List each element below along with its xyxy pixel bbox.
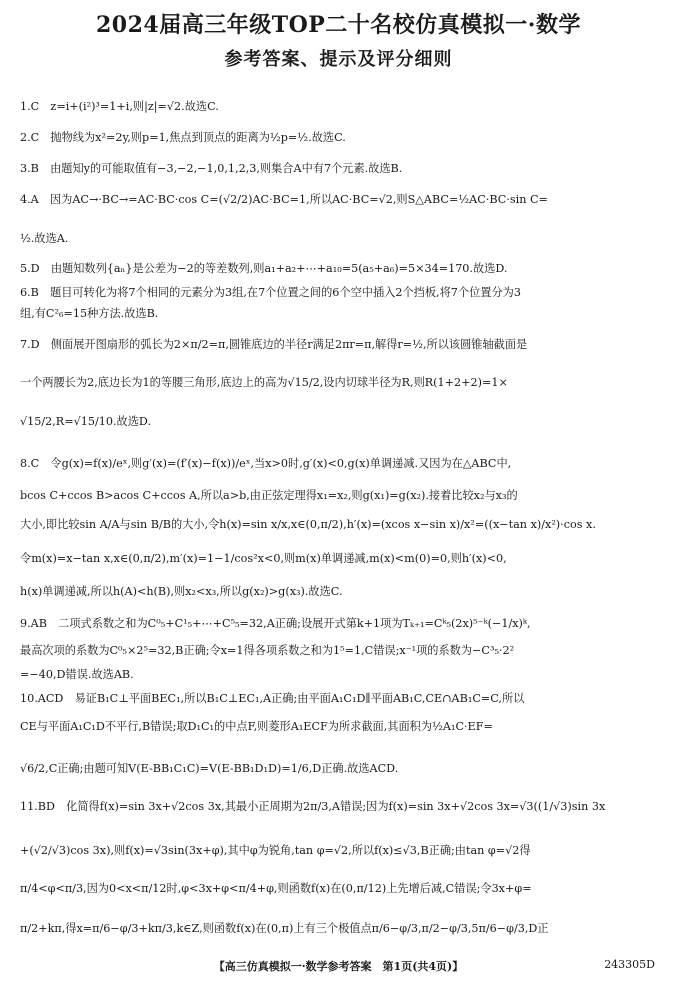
answer-line: =−40,D错误.故选AB. (20, 668, 134, 681)
answer-line: 3.B 由题知y的可能取值有−3,−2,−1,0,1,2,3,则集合A中有7个元素.故选B. (20, 162, 403, 175)
answer-line: +(√2/√3)cos 3x),则f(x)=√3sin(3x+φ),其中φ为锐角,tan φ=√2,所以f(x)≤√3,B正确;由tan φ=√2得 (20, 844, 531, 857)
answer-line: 5.D 由题知数列{aₙ}是公差为−2的等差数列,则a₁+a₂+⋯+a₁₀=5(a₅+a₆)=5×34=170.故选D. (20, 262, 508, 275)
answer-line: 6.B 题目可转化为将7个相同的元素分为3组,在7个位置之间的6个空中插入2个挡板,将7个位置分为3 (20, 286, 521, 299)
answer-line: 11.BD 化简得f(x)=sin 3x+√2cos 3x,其最小正周期为2π/3,A错误;因为f(x)=sin 3x+√2cos 3x=√3((1/√3)sin 3x (20, 800, 606, 813)
answer-line: 1.C z=i+(i²)³=1+i,则|z|=√2.故选C. (20, 100, 219, 113)
answer-line: π/4<φ<π/3,因为0<x<π/12时,φ<3x+φ<π/4+φ,则函数f(x)在(0,π/12)上先增后减,C错误;令3x+φ= (20, 882, 532, 895)
answer-line: 令m(x)=x−tan x,x∈(0,π/2),m′(x)=1−1/cos²x<0,则m(x)单调递减,m(x)<m(0)=0,则h′(x)<0, (20, 552, 507, 565)
answer-line: √15/2,R=√15/10.故选D. (20, 415, 152, 428)
answer-line: 10.ACD 易证B₁C⊥平面BEC₁,所以B₁C⊥EC₁,A正确;由平面A₁C₁D∥平面AB₁C,CE∩AB₁C=C,所以 (20, 692, 525, 705)
answer-line: 8.C 令g(x)=f(x)/eˣ,则g′(x)=(f′(x)−f(x))/eˣ,当x>0时,g′(x)<0,g(x)单调递减.又因为在△ABC中, (20, 457, 512, 470)
answer-line: √6/2,C正确;由题可知V(E-BB₁C₁C)=V(E-BB₁D₁D)=1/6,D正确.故选ACD. (20, 762, 399, 775)
answer-line: 组,有C²₆=15种方法.故选B. (20, 307, 159, 320)
answer-line: 9.AB 二项式系数之和为C⁰₅+C¹₅+⋯+C⁵₅=32,A正确;设展开式第k+1项为Tₖ₊₁=Cᵏ₅(2x)⁵⁻ᵏ(−1/x)ᵏ, (20, 617, 531, 630)
page-title: 2024届高三年级TOP二十名校仿真模拟一·数学 (96, 12, 581, 38)
answer-line: 7.D 侧面展开图扇形的弧长为2×π/2=π,圆锥底边的半径r满足2πr=π,解得r=½,所以该圆锥轴截面是 (20, 338, 528, 351)
page-subtitle: 参考答案、提示及评分细则 (224, 49, 453, 70)
answer-line: ½.故选A. (20, 232, 69, 245)
answer-line: 一个两腰长为2,底边长为1的等腰三角形,底边上的高为√15/2,设内切球半径为R,则R(1+2+2)=1× (20, 376, 508, 389)
answer-line: π/2+kπ,得x=π/6−φ/3+kπ/3,k∈Z,则函数f(x)在(0,π)上有三个极值点π/6−φ/3,π/2−φ/3,5π/6−φ/3,D正 (20, 922, 549, 935)
answer-line: bcos C+ccos B>acos C+ccos A,所以a>b,由正弦定理得x₁=x₂,则g(x₁)=g(x₂).接着比较x₂与x₃的 (20, 489, 518, 502)
answer-line: 2.C 抛物线为x²=2y,则p=1,焦点到顶点的距离为½p=½.故选C. (20, 131, 346, 144)
answer-line: h(x)单调递减,所以h(A)<h(B),则x₂<x₃,所以g(x₂)>g(x₃).故选C. (20, 585, 343, 598)
answer-line: 最高次项的系数为C⁰₅×2⁵=32,B正确;令x=1得各项系数之和为1⁵=1,C错误;x⁻¹项的系数为−C³₅·2² (20, 644, 515, 657)
footer-text: 【高三仿真模拟一·数学参考答案 第1页(共4页)】 (213, 960, 464, 973)
answer-line: 4.A 因为AC→·BC→=AC·BC·cos C=(√2/2)AC·BC=1,所以AC·BC=√2,则S△ABC=½AC·BC·sin C= (20, 193, 548, 206)
answer-line: CE与平面A₁C₁D不平行,B错误;取D₁C₁的中点F,则菱形A₁ECF为所求截面,其面积为½A₁C·EF= (20, 720, 493, 733)
document-code: 243305D (604, 958, 655, 971)
answer-line: 大小,即比较sin A/A与sin B/B的大小,令h(x)=sin x/x,x∈(0,π/2),h′(x)=(xcos x−sin x)/x²=((x−tan x)/x²)·cos x. (20, 518, 596, 531)
